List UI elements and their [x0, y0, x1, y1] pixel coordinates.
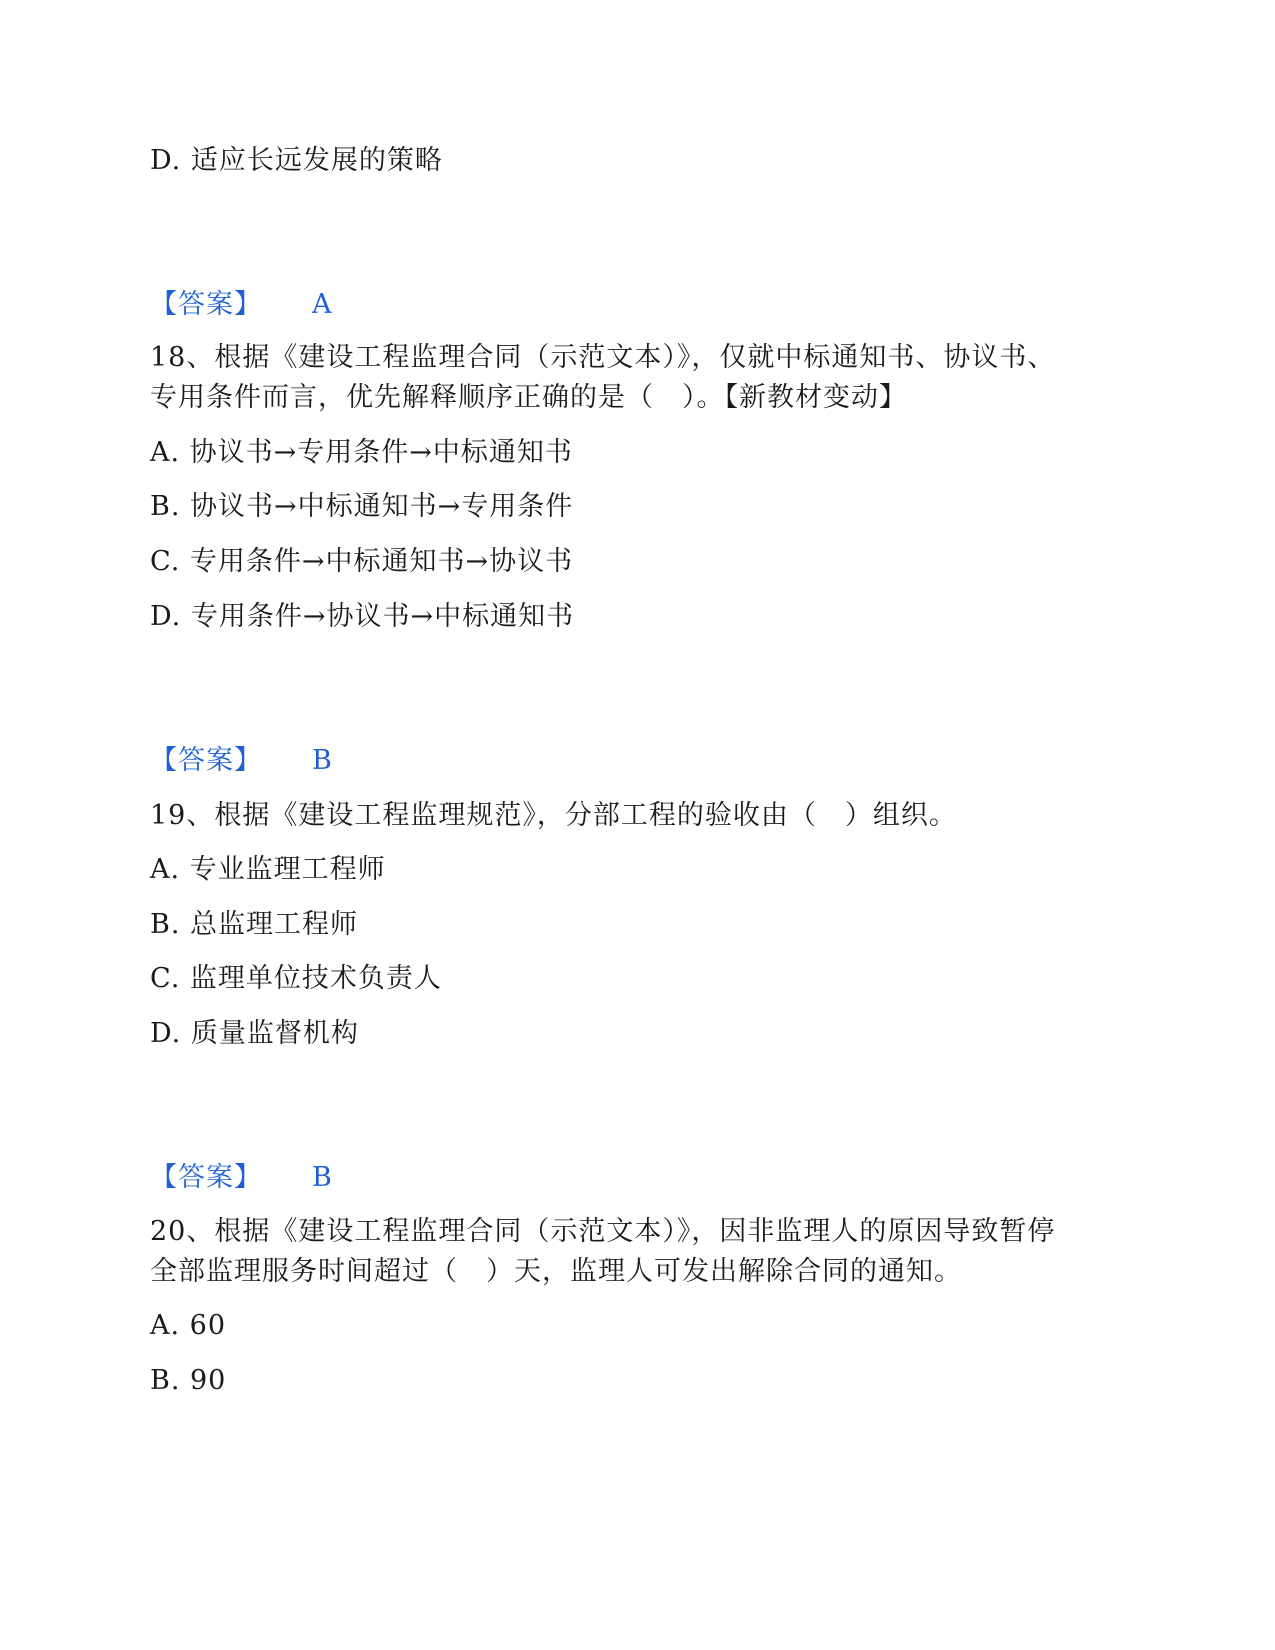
- q19-stem: 19、根据《建设工程监理规范》，分部工程的验收由（ ）组织。: [150, 800, 957, 831]
- q18-option-d: D. 专用条件→协议书→中标通知书: [150, 601, 575, 632]
- q18-option-b: B. 协议书→中标通知书→专用条件: [150, 491, 574, 522]
- answer-tag: 【答案】: [150, 289, 262, 320]
- answer-value: A: [312, 289, 333, 320]
- q19-option-c: C. 监理单位技术负责人: [150, 963, 442, 994]
- q17-answer: [150, 288, 333, 322]
- q19-option-b: B. 总监理工程师: [150, 909, 359, 940]
- q18-stem-line1: 18、根据《建设工程监理合同（示范文本）》，仅就中标通知书、协议书、: [150, 342, 1056, 373]
- q20-option-a: A. 60: [150, 1310, 227, 1341]
- answer-value: B: [312, 745, 333, 776]
- q17-option-d: D. 适应长远发展的策略: [150, 145, 443, 176]
- q20-stem-line1: 20、根据《建设工程监理合同（示范文本）》，因非监理人的原因导致暂停: [150, 1216, 1056, 1247]
- answer-value: B: [312, 1162, 333, 1193]
- q18-option-c: C. 专用条件→中标通知书→协议书: [150, 546, 574, 577]
- answer-tag: 【答案】: [150, 1162, 262, 1193]
- q18-stem-line2: 专用条件而言，优先解释顺序正确的是（ ）。【新教材变动】: [150, 382, 907, 413]
- q19-option-a: A. 专业监理工程师: [150, 854, 386, 885]
- q19-answer: [150, 1161, 333, 1195]
- q20-stem-line2: 全部监理服务时间超过（ ）天，监理人可发出解除合同的通知。: [150, 1256, 962, 1287]
- q19-option-d: D. 质量监督机构: [150, 1018, 359, 1049]
- answer-tag: 【答案】: [150, 745, 262, 776]
- q18-answer: [150, 744, 333, 778]
- q18-option-a: A. 协议书→专用条件→中标通知书: [150, 437, 573, 468]
- q20-option-b: B. 90: [150, 1365, 227, 1396]
